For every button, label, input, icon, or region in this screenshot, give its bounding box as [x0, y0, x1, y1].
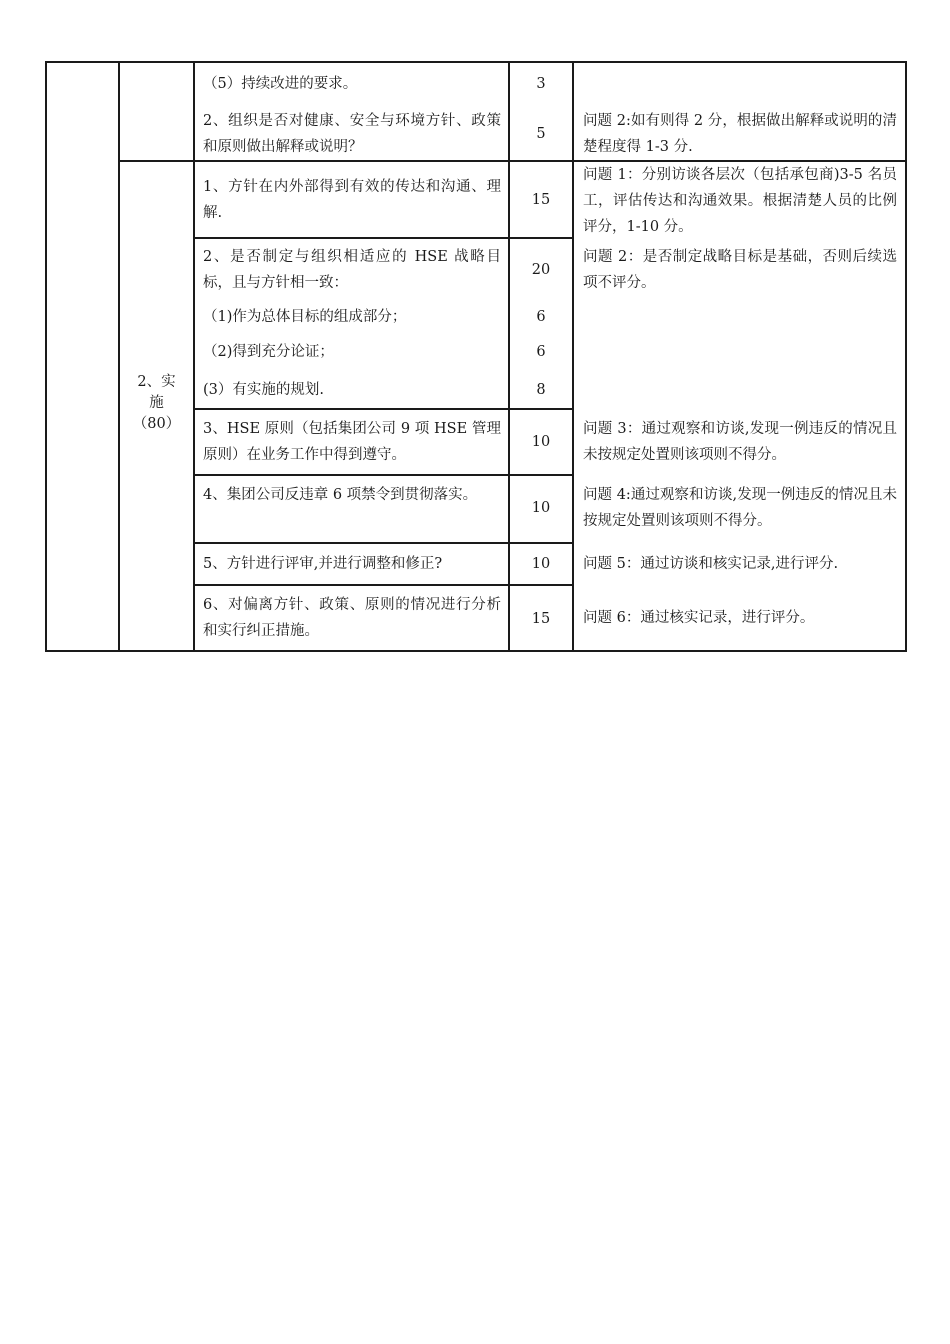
table-row-item: （5）持续改进的要求。: [203, 76, 358, 92]
table-row-item: （1)作为总体目标的组成部分；: [203, 309, 407, 325]
table-row-note: 问题 2:如有则得 2 分，根据做出解释或说明的清楚程度得 1-3 分.: [583, 113, 897, 155]
col-line-5: [572, 61, 574, 652]
col-line-2: [118, 61, 120, 652]
table-row-item: 2、组织是否对健康、安全与环境方针、政策和原则做出解释或说明？: [203, 113, 501, 155]
section-label: [120, 372, 193, 435]
section-label-line1: 2、实: [137, 374, 176, 390]
table-top-border: [45, 61, 907, 63]
row-separator: [193, 474, 574, 476]
col-line-1: [45, 61, 47, 652]
section-label-line3: （80）: [132, 416, 181, 432]
table-row-score: 10: [531, 500, 551, 516]
table-row-item: 2、是否制定与组织相适应的 HSE 战略目标，且与方针相一致：: [203, 249, 501, 291]
table-row-score: 3: [536, 76, 546, 92]
row-separator: [193, 584, 574, 586]
table-row-score: 10: [531, 556, 551, 572]
table-row-score: 5: [536, 126, 546, 142]
table-row-note: 问题 4:通过观察和访谈,发现一例违反的情况且未按规定处置则该项则不得分。: [583, 487, 897, 529]
row-separator: [193, 237, 574, 239]
section-label-line2: 施: [149, 395, 164, 411]
table-row-item: 6、对偏离方针、政策、原则的情况进行分析和实行纠正措施。: [203, 597, 501, 639]
table-row-score: 8: [536, 382, 546, 398]
table-row-note: 问题 6：通过核实记录，进行评分。: [583, 610, 815, 626]
table-row-score: 6: [536, 309, 546, 325]
table-row-item: 5、方针进行评审,并进行调整和修正?: [203, 556, 443, 572]
table-row-item: 4、集团公司反违章 6 项禁令到贯彻落实。: [203, 487, 478, 503]
table-row-note: 问题 2：是否制定战略目标是基础，否则后续选项不评分。: [583, 249, 897, 291]
table-row-score: 6: [536, 344, 546, 360]
table-row-item: （2)得到充分论证；: [203, 344, 334, 360]
table-row-note: 问题 3：通过观察和访谈,发现一例违反的情况且未按规定处置则该项则不得分。: [583, 421, 897, 463]
table-row-item: (3）有实施的规划.: [203, 382, 324, 398]
table-bottom-border: [45, 650, 907, 652]
table-row-score: 15: [531, 611, 551, 627]
table-row-item: 3、HSE 原则（包括集团公司 9 项 HSE 管理原则）在业务工作中得到遵守。: [203, 421, 501, 463]
table-row-note: 问题 5：通过访谈和核实记录,进行评分.: [583, 556, 839, 572]
table-row-score: 20: [531, 262, 551, 278]
table-row-score: 15: [531, 192, 551, 208]
table-row-note: 问题 1：分别访谈各层次（包括承包商)3-5 名员工，评估传达和沟通效果。根据清楚人员的比例评分，1-10 分。: [583, 167, 897, 235]
table-row-score: 10: [531, 434, 551, 450]
col-line-6: [905, 61, 907, 652]
row-separator: [193, 408, 574, 410]
row-separator: [193, 542, 574, 544]
table-row-item: 1、方针在内外部得到有效的传达和沟通、理解.: [203, 179, 501, 221]
col-line-3: [193, 61, 195, 652]
